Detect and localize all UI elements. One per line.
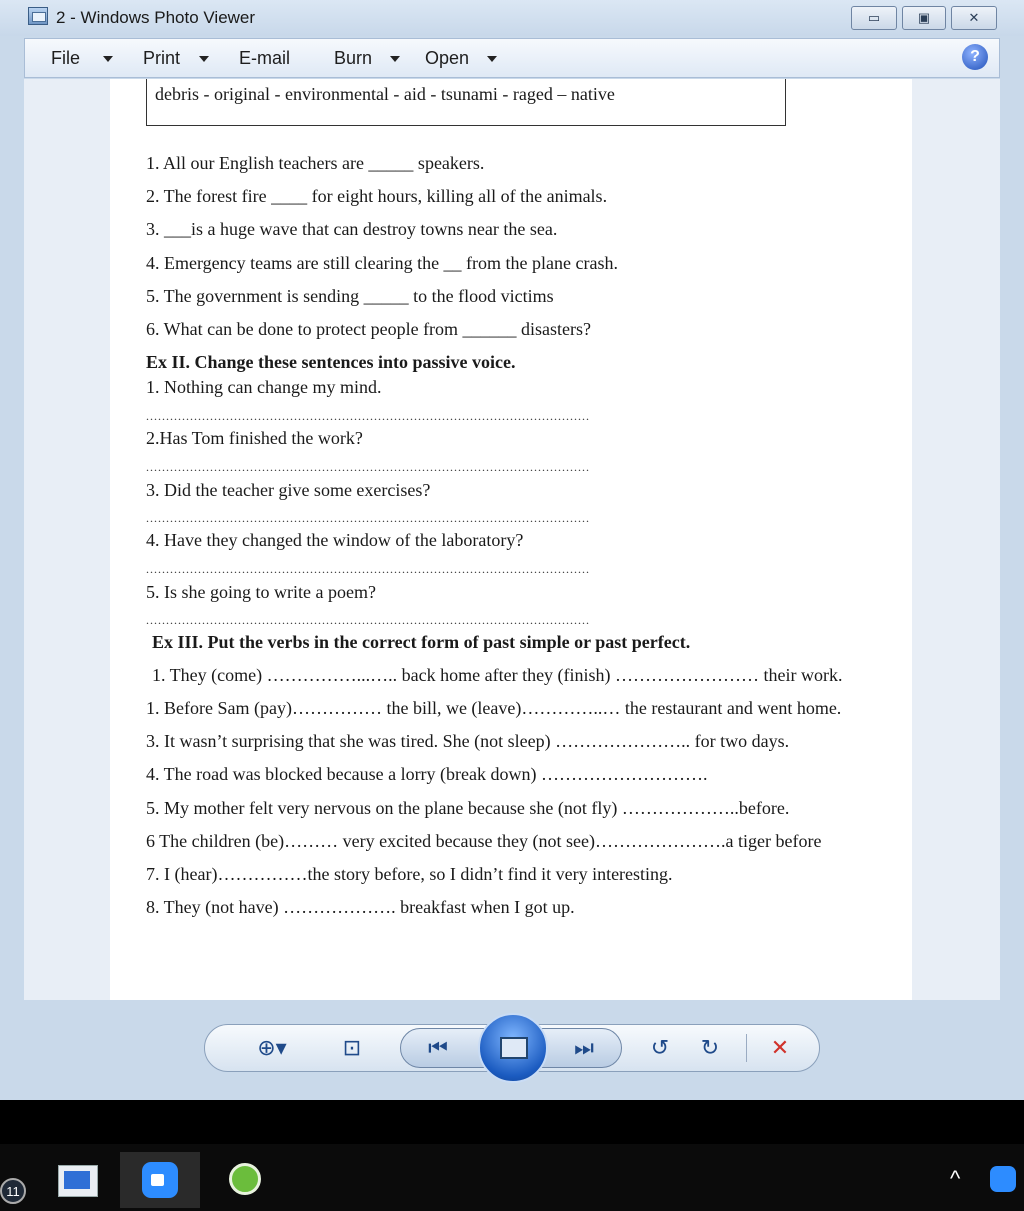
ex3-item: 6 The children (be)……… very excited because they (not see)………………….a tiger before — [146, 831, 822, 851]
rotate-left-icon[interactable]: ↺ — [650, 1035, 670, 1060]
ex2-item: 5. Is she going to write a poem? — [146, 582, 376, 602]
green-app-icon — [229, 1163, 261, 1195]
menu-print[interactable]: Print — [143, 48, 181, 68]
ex3-item: 1. They (come) ……………...….. back home after they (finish) …………………… their work. — [152, 665, 843, 685]
menu-email[interactable]: E-mail — [239, 48, 291, 68]
ex2-item: 4. Have they changed the window of the laboratory? — [146, 530, 524, 550]
slideshow-icon — [500, 1037, 528, 1059]
ex3-item: 7. I (hear)……………the story before, so I didn’t find it very interesting. — [146, 864, 673, 884]
notification-badge[interactable]: 11 — [0, 1178, 26, 1204]
next-icon[interactable]: ⏭ — [574, 1035, 594, 1060]
menu-open[interactable]: Open — [425, 48, 470, 68]
word-bank-box — [146, 79, 786, 126]
menu-burn[interactable]: Burn — [334, 48, 373, 68]
zoom-icon[interactable]: ⊕▾ — [257, 1035, 287, 1060]
fit-to-window-icon[interactable]: ⊡ — [342, 1035, 362, 1060]
ex3-item: 4. The road was blocked because a lorry (break down) ………………………. — [146, 764, 708, 784]
delete-icon[interactable]: ✕ — [770, 1035, 790, 1060]
ex3-item: 3. It wasn’t surprising that she was tired. She (not sleep) ………………….. for two days. — [146, 731, 790, 751]
show-hidden-icons-icon[interactable]: ^ — [950, 1166, 961, 1191]
close-window-button[interactable]: ✕ — [951, 6, 997, 30]
slideshow-button[interactable] — [478, 1013, 548, 1083]
zoom-app-icon — [142, 1162, 178, 1198]
green-app-taskbar-icon[interactable] — [222, 1152, 270, 1208]
rotate-right-icon[interactable]: ↻ — [700, 1035, 720, 1060]
ex1-item: 5. The government is sending _____ to the flood victims — [146, 286, 554, 306]
divider — [746, 1034, 747, 1062]
ex2-heading: Ex II. Change these sentences into passive voice. — [146, 352, 516, 372]
ex3-item: 8. They (not have) ………………. breakfast when I got up. — [146, 897, 575, 917]
ex1-item: 3. ___is a huge wave that can destroy towns near the sea. — [146, 219, 558, 239]
zoom-tray-icon[interactable] — [990, 1166, 1016, 1192]
chevron-down-icon[interactable] — [103, 56, 113, 62]
ex1-item: 4. Emergency teams are still clearing the __ from the plane crash. — [146, 253, 618, 273]
answer-line: ............................................................................................................... — [146, 511, 590, 525]
chevron-down-icon[interactable] — [487, 56, 497, 62]
ex1-item: 1. All our English teachers are _____ speakers. — [146, 153, 485, 173]
zoom-taskbar-button[interactable] — [120, 1152, 200, 1208]
answer-line: ............................................................................................................... — [146, 460, 590, 474]
photo-viewer-taskbar-icon[interactable] — [52, 1152, 102, 1208]
title-bar[interactable] — [0, 0, 1024, 36]
window-title: 2 - Windows Photo Viewer — [56, 8, 256, 27]
answer-line: ............................................................................................................... — [146, 409, 590, 423]
answer-line: ............................................................................................................... — [146, 562, 590, 576]
ex3-item: 1. Before Sam (pay)…………… the bill, we (leave)…………..… the restaurant and went home. — [146, 698, 842, 718]
document-image — [110, 79, 912, 1000]
menu-bar — [24, 38, 1000, 78]
chevron-down-icon[interactable] — [390, 56, 400, 62]
photo-viewer-app-icon — [28, 7, 48, 25]
previous-icon[interactable]: ⏮ — [428, 1035, 448, 1060]
ex3-item: 5. My mother felt very nervous on the plane because she (not fly) ………………..before. — [146, 798, 790, 818]
maximize-button[interactable]: ▣ — [902, 6, 946, 30]
ex2-item: 1. Nothing can change my mind. — [146, 377, 382, 397]
ex3-heading: Ex III. Put the verbs in the correct form of past simple or past perfect. — [152, 632, 691, 652]
ex2-item: 3. Did the teacher give some exercises? — [146, 480, 431, 500]
chevron-down-icon[interactable] — [199, 56, 209, 62]
answer-line: ............................................................................................................... — [146, 613, 590, 627]
ex1-item: 6. What can be done to protect people from ______ disasters? — [146, 319, 592, 339]
minimize-button[interactable]: ▭ — [851, 6, 897, 30]
word-bank: debris - original - environmental - aid - tsunami - raged – native — [155, 84, 615, 104]
ex1-item: 2. The forest fire ____ for eight hours, killing all of the animals. — [146, 186, 608, 206]
ex2-item: 2.Has Tom finished the work? — [146, 428, 363, 448]
menu-file[interactable]: File — [51, 48, 81, 68]
help-icon[interactable]: ? — [962, 44, 988, 70]
